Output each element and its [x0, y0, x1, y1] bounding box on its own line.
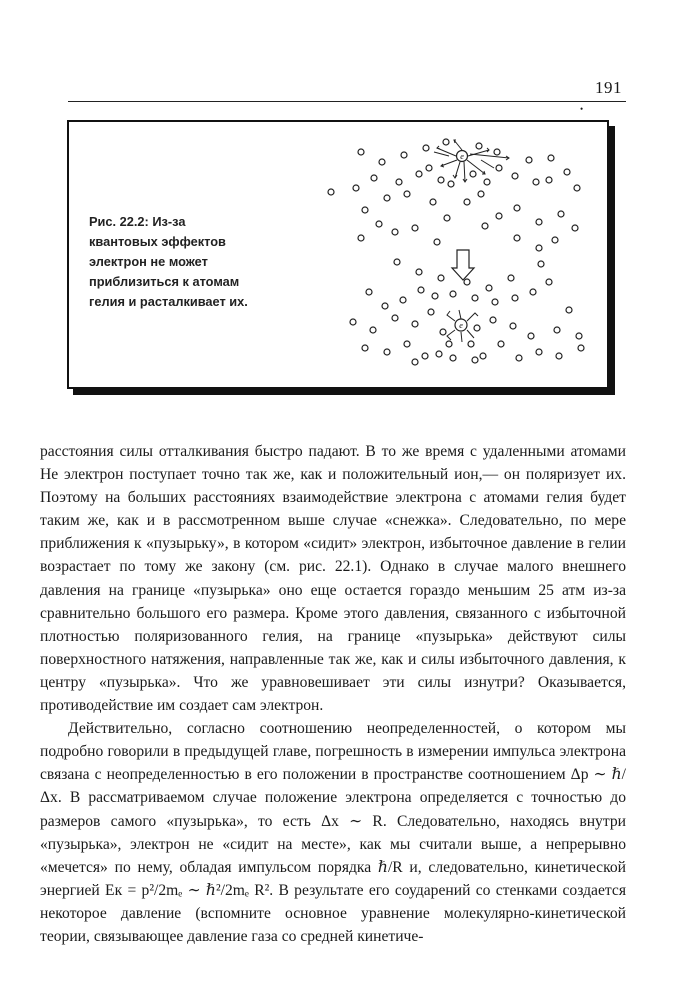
helium-atom — [538, 261, 544, 267]
paragraph-1: расстояния силы отталкивания быстро падают. В то же время с удаленными атомами He электрон поступает точно так же, как и положительный ион,— он поляризует их. Поэтому на больших расстояниях взаимодействие электрона с атомами гелия будет таким же, как и в рассмотренном выше случае «снежка». Следовательно, по мере приближения к «пузырьку», в котором «сидит» электрон, избыточное давление в гелии возрастает по тому же закону (см. рис. 22.1). Однако в случае малого внешнего давления на границе «пузырька» оно еще остается гораздо меньшим 25 атм из-за сравнительно большого его размера. Кроме этого давления, связанного с избыточной плотностью поляризованного гелия, на границе «пузырька» действуют силы поверхностного натяжения, направленные так же, как и силы избыточного давления, к центру «пузырька». Что же уравновешивает эти силы изнутри? Оказывается, противодействие им создает сам электрон. — [40, 443, 626, 715]
helium-atom — [468, 341, 474, 347]
helium-atom — [392, 315, 398, 321]
helium-atom — [432, 293, 438, 299]
helium-atom — [474, 325, 480, 331]
helium-atom — [472, 295, 478, 301]
helium-atom — [379, 159, 385, 165]
helium-atom — [516, 355, 522, 361]
helium-atom — [404, 191, 410, 197]
helium-atom — [430, 199, 436, 205]
helium-atom — [416, 171, 422, 177]
helium-atom — [536, 349, 542, 355]
helium-atom — [514, 205, 520, 211]
helium-atom — [450, 355, 456, 361]
helium-atom — [401, 152, 407, 158]
helium-atom — [328, 189, 334, 195]
helium-atom — [423, 145, 429, 151]
helium-atom — [412, 225, 418, 231]
helium-atom — [498, 341, 504, 347]
paragraph-2: Действительно, согласно соотношению неопределенностей, о котором мы подробно говорили в предыдущей главе, погрешность в измерении импульса электрона связана с неопределенностью в его положении в пространстве соотношением Δp ∼ ℏ/Δx. В рассматриваемом случае положение электрона определяется с точностью до размеров самого «пузырька», то есть Δx ∼ R. Следовательно, находясь внутри «пузырька», электрон не «сидит на месте», как мы считали выше, а непрерывно «мечется» по нему, обладая импульсом порядка ℏ/R и, следовательно, кинетической энергией Eк = p²/2mₑ ∼ ℏ²/2mₑ R². В результате его соударений со стенками создается некоторое давление (вспомните основное уравнение молекулярно-кинетической теории, связывающее давление газа со средней кинетиче- — [40, 720, 626, 945]
electron-top — [434, 140, 509, 182]
helium-atom — [428, 309, 434, 315]
helium-atom — [526, 157, 532, 163]
helium-atom — [564, 169, 570, 175]
helium-atom — [556, 353, 562, 359]
bubble-illustration — [69, 122, 607, 387]
header-dot: • — [580, 104, 584, 114]
caption-line: электрон не может — [89, 254, 208, 269]
helium-atom — [464, 199, 470, 205]
helium-atom — [392, 229, 398, 235]
helium-atom — [416, 269, 422, 275]
helium-atom — [546, 279, 552, 285]
helium-atom — [508, 275, 514, 281]
helium-atom — [443, 139, 449, 145]
helium-atom — [371, 175, 377, 181]
helium-atom — [404, 341, 410, 347]
figure-box — [67, 120, 609, 389]
helium-atom — [358, 149, 364, 155]
helium-atom — [376, 221, 382, 227]
helium-atom — [440, 329, 446, 335]
helium-atom — [353, 185, 359, 191]
helium-atom — [438, 275, 444, 281]
helium-atom — [514, 235, 520, 241]
helium-atom — [558, 211, 564, 217]
helium-atom — [472, 357, 478, 363]
caption-line: квантовых эффектов — [89, 234, 226, 249]
helium-atom — [578, 345, 584, 351]
caption-line: гелия и расталкивает их. — [89, 294, 248, 309]
helium-atom — [482, 223, 488, 229]
helium-atom — [496, 165, 502, 171]
helium-atom — [496, 213, 502, 219]
helium-atom — [490, 317, 496, 323]
helium-atom — [384, 195, 390, 201]
helium-atom — [436, 351, 442, 357]
helium-atoms-top — [328, 139, 580, 251]
motion-arrows-icon — [434, 140, 509, 182]
helium-atom — [576, 333, 582, 339]
helium-atom — [362, 207, 368, 213]
helium-atom — [528, 333, 534, 339]
helium-atom — [418, 287, 424, 293]
page-number: 191 — [595, 78, 622, 97]
helium-atom — [350, 319, 356, 325]
helium-atom — [412, 321, 418, 327]
helium-atom — [574, 185, 580, 191]
helium-atom — [492, 299, 498, 305]
helium-atom — [554, 327, 560, 333]
electron-label-top: e — [460, 152, 464, 161]
helium-atom — [450, 291, 456, 297]
helium-atom — [362, 345, 368, 351]
caption-line: Рис. 22.2: Из-за — [89, 214, 186, 229]
helium-atom — [446, 341, 452, 347]
helium-atom — [358, 235, 364, 241]
helium-atom — [464, 279, 470, 285]
helium-atom — [536, 219, 542, 225]
electron-bottom — [447, 310, 478, 342]
helium-atom — [512, 295, 518, 301]
caption-line: приблизиться к атомам — [89, 274, 240, 289]
helium-atom — [572, 225, 578, 231]
helium-atom — [486, 285, 492, 291]
helium-atom — [422, 353, 428, 359]
helium-atom — [566, 307, 572, 313]
helium-atom — [384, 349, 390, 355]
helium-atom — [536, 245, 542, 251]
helium-atom — [480, 353, 486, 359]
helium-atom — [434, 239, 440, 245]
helium-atom — [426, 165, 432, 171]
helium-atom — [533, 179, 539, 185]
helium-atom — [366, 289, 372, 295]
helium-atom — [396, 179, 402, 185]
helium-atom — [400, 297, 406, 303]
helium-atom — [476, 143, 482, 149]
helium-atom — [494, 149, 500, 155]
body-text — [40, 440, 626, 948]
helium-atom — [510, 323, 516, 329]
helium-atom — [530, 289, 536, 295]
helium-atom — [438, 177, 444, 183]
helium-atom — [382, 303, 388, 309]
helium-atom — [512, 173, 518, 179]
electron-label-bottom: e — [459, 321, 463, 330]
helium-atom — [484, 179, 490, 185]
helium-atom — [394, 259, 400, 265]
helium-atom — [470, 171, 476, 177]
transition-arrow-icon — [452, 250, 474, 280]
helium-atom — [552, 237, 558, 243]
helium-atom — [478, 191, 484, 197]
helium-atom — [444, 215, 450, 221]
helium-atom — [370, 327, 376, 333]
helium-atom — [546, 177, 552, 183]
helium-atom — [548, 155, 554, 161]
helium-atom — [412, 359, 418, 365]
helium-atom — [448, 181, 454, 187]
header-rule — [68, 101, 626, 102]
